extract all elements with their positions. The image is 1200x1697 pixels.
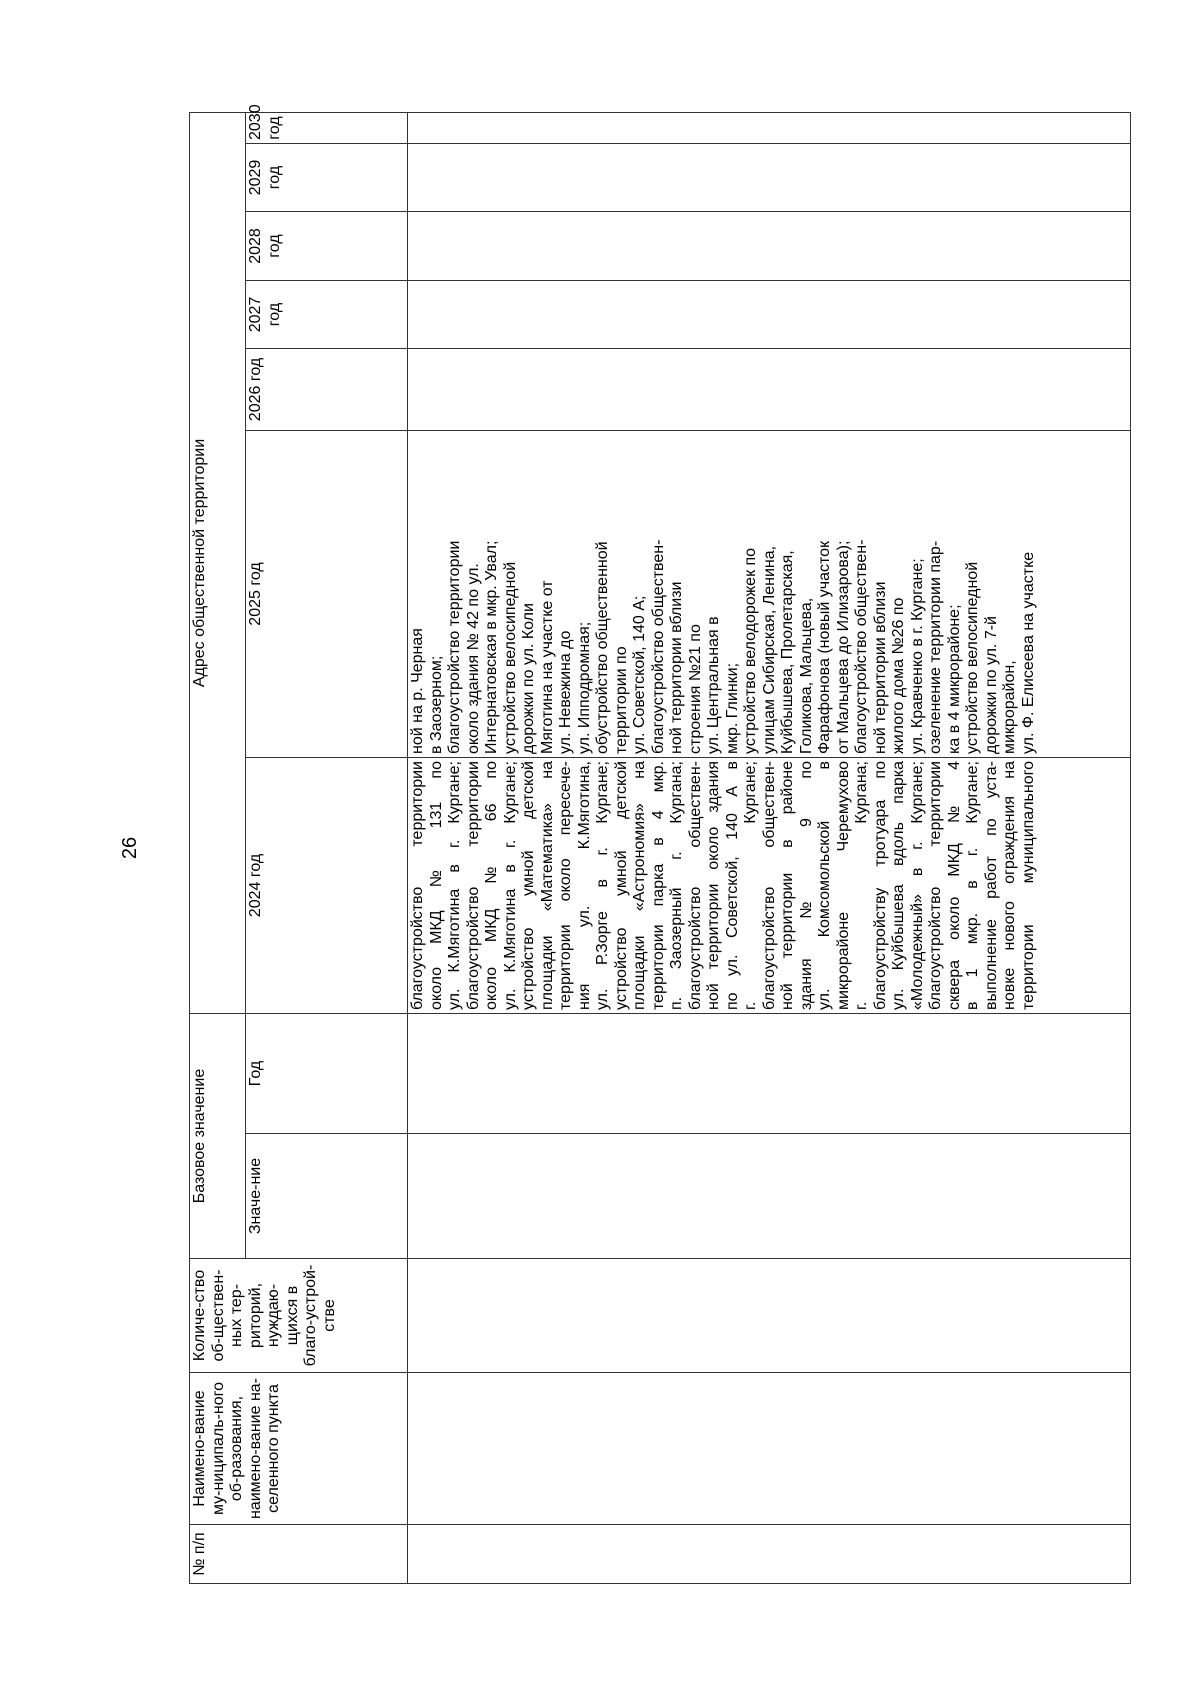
address-2024-line: ния ул. К.Мяготина, bbox=[575, 761, 593, 1010]
address-2024-line: выполнение работ по уста- bbox=[982, 761, 1000, 1010]
cell-address-2025 bbox=[408, 431, 1131, 758]
address-2024-line: благоустройство обществен- bbox=[686, 761, 704, 1010]
address-2025-line: ул. Центральная в bbox=[705, 616, 722, 754]
address-2024-line: благоустройство территории bbox=[409, 761, 426, 1010]
address-2024-line: благоустройству тротуара по bbox=[871, 761, 889, 1010]
address-2025-line: мкр. Глинки; bbox=[723, 662, 741, 754]
cell-municipality bbox=[408, 1373, 1131, 1525]
address-2024-line: ул. К.Мяготина в г. Кургане; bbox=[501, 761, 519, 1010]
address-2024-line: «Молодежный» в г. Кургане; bbox=[908, 761, 926, 1010]
header-base-value-sub: Значе-ние bbox=[246, 1134, 408, 1259]
header-year-2025: 2025 год bbox=[246, 431, 408, 758]
cell-address-2029 bbox=[408, 144, 1131, 212]
cell-address-2028 bbox=[408, 212, 1131, 281]
address-2025-line: устройство велодорожек по bbox=[742, 547, 759, 754]
address-2024-line: здания № 9 по bbox=[797, 761, 815, 1010]
address-2024-line: территории муниципального bbox=[1019, 761, 1037, 1010]
address-2024-line: ул. Комсомольской в bbox=[816, 761, 833, 1010]
header-address: Адрес общественной территории bbox=[190, 112, 246, 1013]
address-2024-line: благоустройство территории bbox=[464, 761, 482, 1010]
address-2024-line: около МКД № 66 по bbox=[483, 761, 500, 1010]
address-2024-line: благоустройство территории bbox=[927, 761, 944, 1010]
cell-address-2024 bbox=[408, 758, 1131, 1014]
cell-num bbox=[408, 1525, 1131, 1584]
address-2024-line: около МКД № 131 по bbox=[427, 761, 445, 1010]
address-2024-line: сквера около МКД № 4 bbox=[945, 761, 963, 1010]
address-2024-line: благоустройство обществен- bbox=[760, 761, 778, 1010]
header-year-2026: 2026 год bbox=[246, 349, 408, 431]
address-2024-line: ул. К.Мяготина в г. Кургане; bbox=[446, 761, 463, 1010]
address-2025-line: дорожки по ул. 7-й bbox=[982, 616, 1000, 754]
address-2025-line: дорожки по ул. Коли bbox=[520, 603, 537, 754]
address-2024-line: территории парка в 4 мкр. bbox=[649, 761, 667, 1010]
cell-address-2027 bbox=[408, 281, 1131, 349]
address-2024-line: территории около пересече- bbox=[557, 761, 574, 1010]
address-2024-line: по ул. Советской, 140 А в bbox=[723, 761, 741, 1010]
address-2025-line: Фарафонова (новый участок bbox=[816, 540, 833, 754]
header-municipality: Наимено-вание му-ниципаль-ного об-разования, наимено-вание на-селенного пункта bbox=[190, 1373, 408, 1525]
address-2025-line: устройство велосипедной bbox=[501, 561, 519, 754]
address-2025-line: устройство велосипедной bbox=[964, 561, 981, 754]
address-2025-text bbox=[409, 434, 1038, 754]
address-2025-line: благоустройство обществен- bbox=[853, 539, 870, 754]
address-2025-line: жилого дома №26 по bbox=[890, 597, 907, 754]
address-2024-line: площадки «Математика» на bbox=[538, 761, 556, 1010]
address-2025-line: Голикова, Мальцева, bbox=[797, 597, 815, 754]
header-year-2024: 2024 год bbox=[246, 758, 408, 1014]
address-2024-line: устройство умной детской bbox=[612, 761, 630, 1010]
address-2025-line: в Заозерном; bbox=[427, 655, 445, 754]
address-2025-line: ной территории вблизи bbox=[871, 581, 889, 754]
header-num: № п/п bbox=[190, 1525, 408, 1584]
address-2024-line: микрорайоне Черемухово bbox=[834, 761, 852, 1010]
address-2024-line: г. Кургане; bbox=[742, 761, 759, 1010]
address-2024-line: г. Кургана; bbox=[853, 761, 870, 1010]
cell-address-2030 bbox=[408, 112, 1131, 143]
header-year-2030: 2030 год bbox=[246, 112, 408, 143]
header-base-year-sub: Год bbox=[246, 1014, 408, 1134]
address-2025-line: Интернатовская в мкр. Увал; bbox=[483, 540, 500, 754]
header-year-2028: 2028 год bbox=[246, 212, 408, 281]
address-2024-line: ул. Р.Зорге в г. Кургане; bbox=[594, 761, 611, 1010]
address-2025-line: ул. Кравченко в г. Кургане; bbox=[908, 558, 926, 754]
address-2025-line: ной территории вблизи bbox=[668, 581, 685, 754]
address-2025-line: обустройство общественной bbox=[594, 541, 611, 754]
address-2025-line: от Мальцева до Илизарова); bbox=[834, 540, 852, 754]
address-2024-line: площадки «Астрономия» на bbox=[631, 761, 648, 1010]
address-2025-line: ка в 4 микрорайоне; bbox=[945, 604, 963, 754]
cell-address-2026 bbox=[408, 349, 1131, 431]
header-count: Количе-ство об-ществен-ных тер-риторий, нуждаю-щихся в благо-устрой-стве bbox=[190, 1259, 408, 1373]
table-rotated-container bbox=[189, 104, 1131, 1584]
page-number: 26 bbox=[119, 836, 141, 860]
address-2025-line: ной на р. Черная bbox=[409, 628, 426, 754]
address-2024-line: ной территории в районе bbox=[779, 761, 796, 1010]
address-2025-line: микрорайон, bbox=[1001, 660, 1018, 754]
address-2025-line: озеленение территории пар- bbox=[927, 540, 944, 754]
address-2025-line: территории по bbox=[612, 646, 630, 754]
address-2025-line: благоустройство территории bbox=[446, 540, 463, 754]
address-2025-line: улицам Сибирская, Ленина, bbox=[760, 545, 778, 754]
address-2025-line: около здания № 42 по ул. bbox=[464, 563, 482, 754]
cell-base-value bbox=[408, 1134, 1131, 1259]
address-2025-line: строения №21 по bbox=[686, 624, 704, 754]
address-2025-line: благоустройство обществен- bbox=[649, 539, 667, 754]
address-2024-line: п. Заозерный г. Кургана; bbox=[668, 761, 685, 1010]
address-2024-line: ул. Куйбышева вдоль парка bbox=[890, 761, 907, 1010]
header-year-2029: 2029 год bbox=[246, 144, 408, 212]
address-2025-line: ул. Ф. Елисеева на участке bbox=[1019, 551, 1037, 754]
cell-base-year bbox=[408, 1014, 1131, 1134]
cell-count bbox=[408, 1259, 1131, 1373]
address-2024-line: устройство умной детской bbox=[520, 761, 537, 1010]
address-2025-line: ул. Ипподромная; bbox=[575, 621, 593, 754]
address-2025-line: Мяготина на участке от bbox=[538, 580, 556, 754]
address-2024-line: ной территории около здания bbox=[705, 761, 722, 1010]
header-base-value: Базовое значение bbox=[190, 1014, 246, 1259]
address-2025-line: ул. Советской, 140 А; bbox=[631, 595, 648, 754]
address-2024-line: в 1 мкр. в г. Кургане; bbox=[964, 761, 981, 1010]
address-2025-line: ул. Невежина до bbox=[557, 630, 574, 754]
territories-table bbox=[189, 104, 1131, 1584]
address-2024-text bbox=[409, 761, 1038, 1010]
address-2024-line: новке нового ограждения на bbox=[1001, 761, 1018, 1010]
header-year-2027: 2027 год bbox=[246, 281, 408, 349]
address-2025-line: Куйбышева, Пролетарская, bbox=[779, 550, 796, 754]
